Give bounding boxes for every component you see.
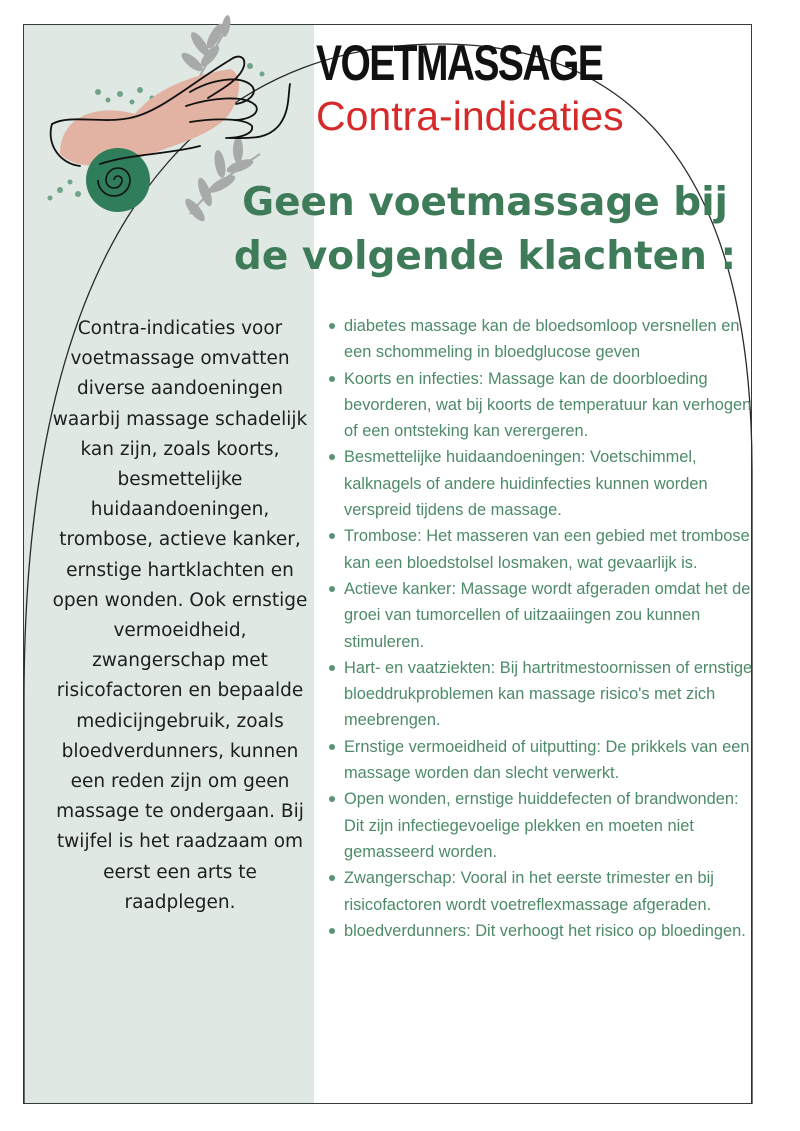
section-heading: Geen voetmassage bij de volgende klachten : [233,180,737,279]
intro-paragraph: Contra-indicaties voor voetmassage omvatten diverse aandoeningen waarbij massage schadelijk kan zijn, zoals koorts, besmettelijke huidaandoeningen, trombose, actieve kanker, ernstige hartklachten en open wonden. Ook ernstige vermoeidheid, zwangerschap met risicofactoren en bepaalde medicijngebruik, zoals bloedverdunners, kunnen een reden zijn om geen massage te ondergaan. Bij twijfel is het raadzaam om eerst een arts te raadplegen. [52,318,308,913]
list-item: diabetes massage kan de bloedsomloop versnellen en een schommeling in bloedglucose geven [328,313,758,366]
list-item: Koorts en infecties: Massage kan de doorbloeding bevorderen, wat bij koorts de temperatuur kan verhogen of een ontsteking kan verergeren. [328,366,758,445]
contraindication-list [328,313,758,944]
poster-subtitle: Contra-indicaties [316,93,624,139]
list-item: Actieve kanker: Massage wordt afgeraden omdat het de groei van tumorcellen of uitzaaiingen zou kunnen stimuleren. [328,576,758,655]
list-item: Zwangerschap: Vooral in het eerste trimester en bij risicofactoren wordt voetreflexmassage afgeraden. [328,865,758,918]
poster-title: VOETMASSAGE [316,35,603,91]
list-item: Hart- en vaatziekten: Bij hartritmestoornissen of ernstige bloeddrukproblemen kan massage risico's met zich meebrengen. [328,655,758,734]
list-item: Open wonden, ernstige huiddefecten of brandwonden: Dit zijn infectiegevoelige plekken en moeten niet gemasseerd worden. [328,786,758,865]
list-item: bloedverdunners: Dit verhoogt het risico op bloedingen. [328,918,758,944]
list-item: Trombose: Het masseren van een gebied met trombose kan een bloedstolsel losmaken, wat gevaarlijk is. [328,523,758,576]
list-item: Besmettelijke huidaandoeningen: Voetschimmel, kalknagels of andere huidinfecties kunnen worden verspreid tijdens de massage. [328,444,758,523]
list-item: Ernstige vermoeidheid of uitputting: De prikkels van een massage worden dan slecht verwerkt. [328,734,758,787]
